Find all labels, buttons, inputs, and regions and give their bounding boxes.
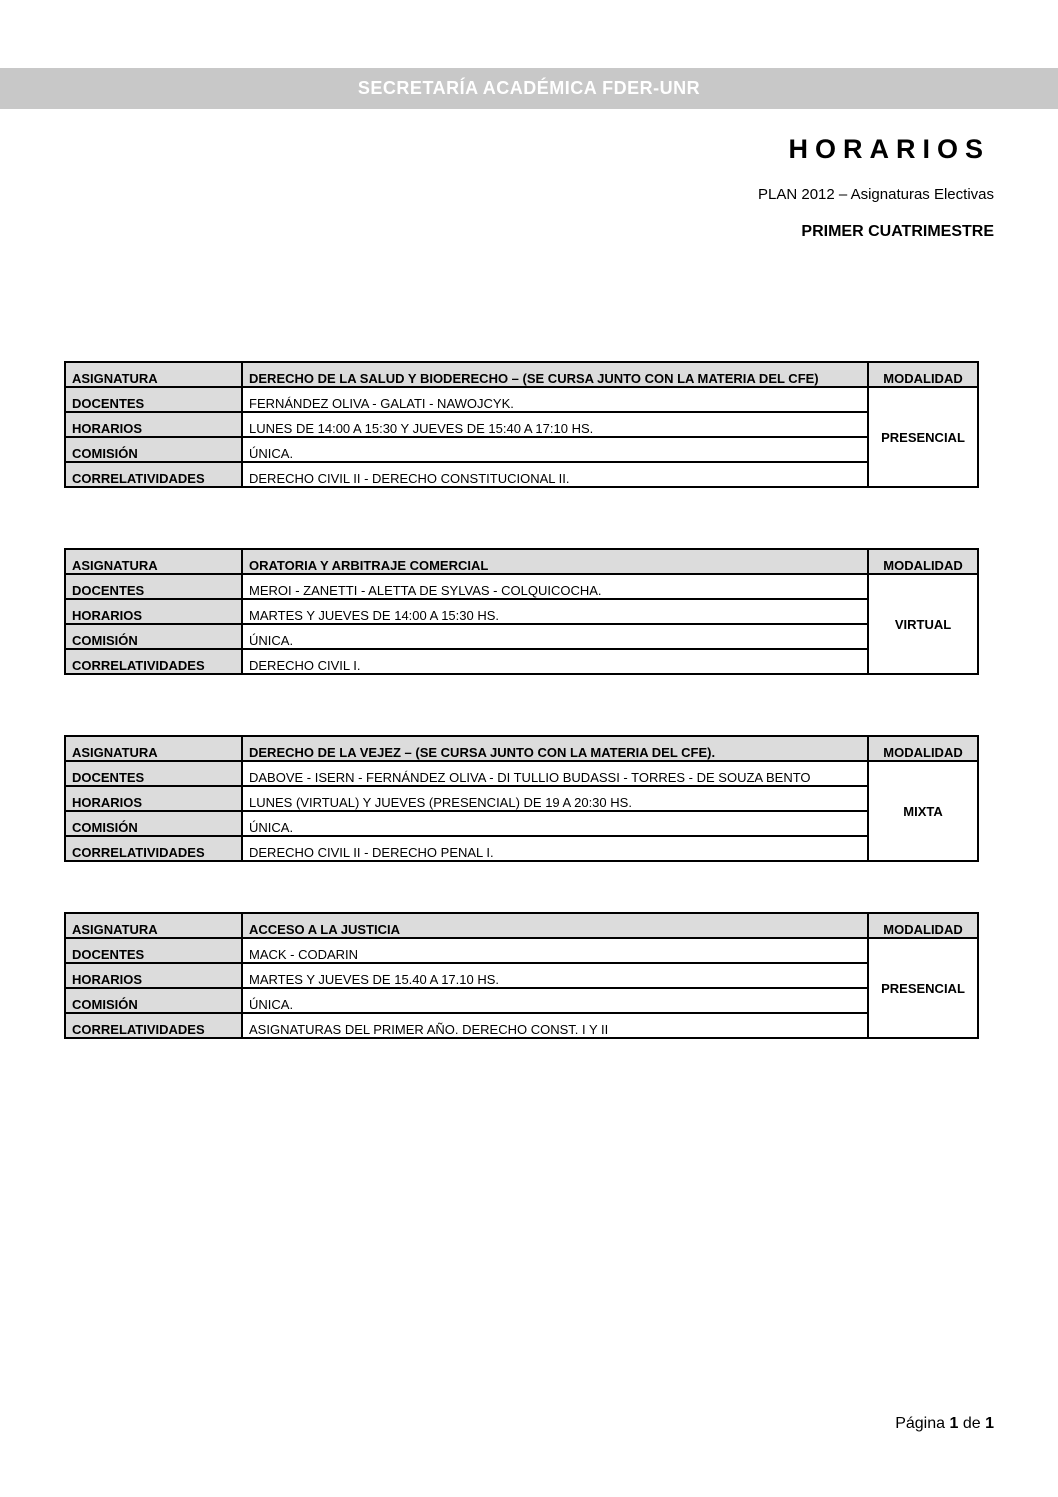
label-comision: COMISIÓN [65, 811, 242, 836]
page-number [895, 1415, 994, 1433]
modalidad-value: PRESENCIAL [868, 387, 978, 487]
horarios-value: LUNES (VIRTUAL) Y JUEVES (PRESENCIAL) DE 19 A 20:30 HS. [249, 795, 632, 810]
subject-name: ACCESO A LA JUSTICIA [242, 913, 868, 938]
label-correlatividades: CORRELATIVIDADES [65, 836, 242, 861]
modalidad-value: PRESENCIAL [868, 938, 978, 1038]
subject-name: ORATORIA Y ARBITRAJE COMERCIAL [242, 549, 868, 574]
label-horarios: HORARIOS [65, 599, 242, 624]
label-asignatura: ASIGNATURA [65, 913, 242, 938]
docentes-value: MACK - CODARIN [249, 947, 359, 962]
subject-table [64, 361, 979, 488]
comision-value: ÚNICA. [249, 997, 294, 1012]
subject-name: DERECHO DE LA SALUD Y BIODERECHO – (SE CURSA JUNTO CON LA MATERIA DEL CFE) [242, 362, 868, 387]
label-docentes: DOCENTES [65, 938, 242, 963]
subject-table [64, 735, 979, 862]
correlatividades-value: DERECHO CIVIL II - DERECHO PENAL I. [249, 845, 494, 860]
label-asignatura: ASIGNATURA [65, 549, 242, 574]
subject-table [64, 912, 979, 1039]
label-correlatividades: CORRELATIVIDADES [65, 1013, 242, 1038]
page-title: HORARIOS [788, 134, 990, 164]
modalidad-value: MIXTA [868, 761, 978, 861]
label-modalidad: MODALIDAD [868, 362, 978, 387]
label-docentes: DOCENTES [65, 761, 242, 786]
docentes-value: MEROI - ZANETTI - ALETTA DE SYLVAS - COLQUICOCHA. [249, 583, 602, 598]
subject-table [64, 548, 979, 675]
label-asignatura: ASIGNATURA [65, 736, 242, 761]
subject-name: DERECHO DE LA VEJEZ – (SE CURSA JUNTO CON LA MATERIA DEL CFE). [242, 736, 868, 761]
term-subtitle: PRIMER CUATRIMESTRE [801, 223, 994, 240]
label-horarios: HORARIOS [65, 963, 242, 988]
label-modalidad: MODALIDAD [868, 913, 978, 938]
correlatividades-value: DERECHO CIVIL I. [249, 658, 361, 673]
label-modalidad: MODALIDAD [868, 736, 978, 761]
plan-subtitle: PLAN 2012 – Asignaturas Electivas [758, 186, 994, 203]
label-docentes: DOCENTES [65, 387, 242, 412]
page-sep: de [962, 1415, 981, 1432]
label-comision: COMISIÓN [65, 988, 242, 1013]
page-prefix: Página [895, 1415, 946, 1432]
label-correlatividades: CORRELATIVIDADES [65, 462, 242, 487]
label-correlatividades: CORRELATIVIDADES [65, 649, 242, 674]
comision-value: ÚNICA. [249, 633, 294, 648]
page-total: 1 [985, 1415, 994, 1432]
label-comision: COMISIÓN [65, 437, 242, 462]
page-current: 1 [949, 1415, 959, 1432]
label-horarios: HORARIOS [65, 412, 242, 437]
horarios-value: LUNES DE 14:00 A 15:30 Y JUEVES DE 15:40 A 17:10 HS. [249, 421, 594, 436]
comision-value: ÚNICA. [249, 446, 294, 461]
label-docentes: DOCENTES [65, 574, 242, 599]
banner-text: SECRETARÍA ACADÉMICA FDER-UNR [357, 78, 701, 98]
docentes-value: DABOVE - ISERN - FERNÁNDEZ OLIVA - DI TULLIO BUDASSI - TORRES - DE SOUZA BENTO [249, 770, 811, 785]
correlatividades-value: DERECHO CIVIL II - DERECHO CONSTITUCIONAL II. [249, 471, 570, 486]
header-banner [0, 68, 1058, 109]
horarios-value: MARTES Y JUEVES DE 14:00 A 15:30 HS. [249, 608, 500, 623]
label-horarios: HORARIOS [65, 786, 242, 811]
docentes-value: FERNÁNDEZ OLIVA - GALATI - NAWOJCYK. [249, 396, 514, 411]
horarios-value: MARTES Y JUEVES DE 15.40 A 17.10 HS. [249, 972, 500, 987]
correlatividades-value: ASIGNATURAS DEL PRIMER AÑO. DERECHO CONST. I Y II [249, 1022, 609, 1037]
label-comision: COMISIÓN [65, 624, 242, 649]
modalidad-value: VIRTUAL [868, 574, 978, 674]
label-asignatura: ASIGNATURA [65, 362, 242, 387]
label-modalidad: MODALIDAD [868, 549, 978, 574]
comision-value: ÚNICA. [249, 820, 294, 835]
